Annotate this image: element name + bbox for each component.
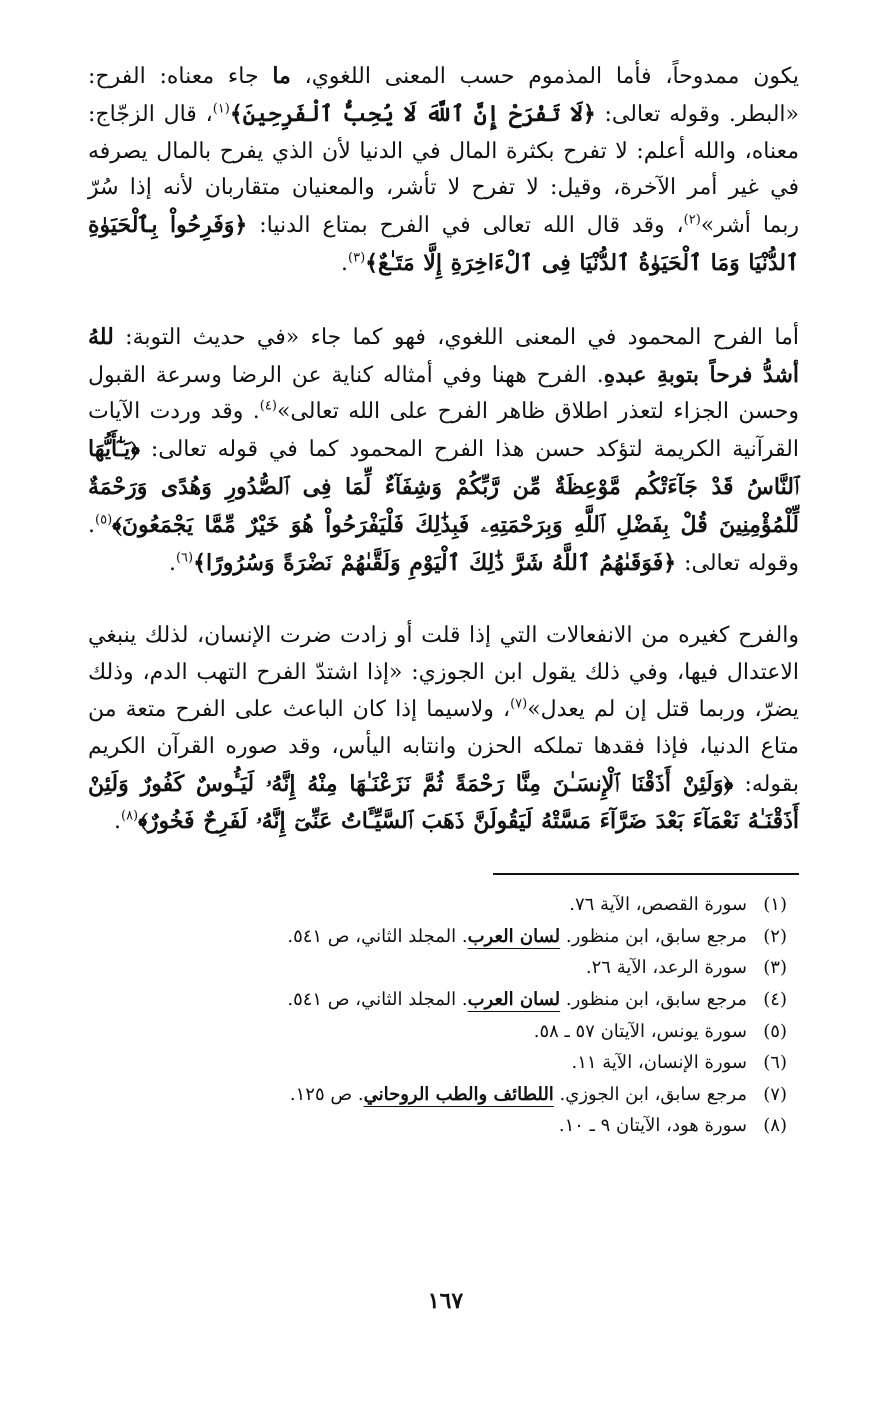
- footnote-number: (٣): [763, 957, 787, 979]
- text-run: .: [113, 809, 121, 835]
- footnote-item: [88, 1047, 787, 1079]
- bold-text: للهُ أشدُّ فرحاً بتوبةِ عبدهِ: [88, 323, 799, 388]
- footnote-text: . المجلد الثاني، ص ٥٤١.: [287, 988, 468, 1010]
- footnote-text: مرجع سابق، ابن منظور.: [560, 988, 747, 1010]
- footnote-number: (٧): [763, 1083, 787, 1105]
- text-run: .: [168, 550, 176, 576]
- footnote-item: [88, 1079, 787, 1111]
- paragraph: [88, 319, 799, 583]
- text-run: .: [341, 250, 349, 276]
- footnote-number: (٢): [763, 925, 787, 947]
- footnote-item: [88, 889, 787, 921]
- footnote-ref: (٤): [259, 399, 277, 415]
- bold-text: ما: [272, 63, 291, 89]
- footnote-text: سورة هود، الآيتان ٩ ـ ١٠.: [558, 1115, 747, 1137]
- main-text: [88, 58, 799, 841]
- footnotes-list: [88, 889, 799, 1142]
- book-title: اللطائف والطب الروحاني: [363, 1083, 554, 1105]
- footnote-ref: (٣): [348, 250, 366, 266]
- text-run: ، قال الزجّاج: معناه، والله أعلم: لا تفرح بكثرة المال في الدنيا لأن الذي يفرح بالمال يصرفه في غير أمر الآخرة، وقيل: لا تفرح لا تأشر، والمعنيان متقاربان لأنه إذا سُرّ ربما أشر»: [88, 101, 799, 239]
- quran-verse: ﴿وَفَرِحُواْ بِٱلْحَيَوٰةِ ٱلدُّنْيَا وَمَا ٱلْحَيَوٰةُ ٱلدُّنْيَا فِى ٱلْءَاخِرَةِ إِلَّا مَتَـٰعٌ﴾: [88, 212, 799, 276]
- footnote-number: (٥): [763, 1020, 787, 1042]
- footnote-item: [88, 952, 787, 984]
- footnote-separator: [493, 873, 799, 875]
- book-title: لسان العرب: [467, 925, 561, 947]
- footnote-ref: (٥): [95, 512, 113, 528]
- text-run: والفرح كغيره من الانفعالات التي إذا قلت أو زادت ضرت الإنسان، لذلك ينبغي الاعتدال فيها، وفي ذلك يقول ابن الجوزي: «إذا اشتدّ الفرح التهب الدم، وذلك يضرّ، وربما قتل إن لم يعدل»: [88, 623, 799, 722]
- footnote-ref: (٢): [683, 212, 701, 228]
- footnote-ref: (٨): [120, 809, 139, 825]
- footnote-ref: (٧): [510, 696, 528, 712]
- footnote-number: (١): [763, 894, 787, 916]
- footnote-item: [88, 984, 787, 1016]
- quran-verse: ﴿فَوَقَىٰهُمُ ٱللَّهُ شَرَّ ذَٰلِكَ ٱلْيَوْمِ وَلَقَّىٰهُمْ نَضْرَةً وَسُرُورًا﴾: [193, 549, 677, 576]
- text-run: جاء معناه: الفرح: «البطر. وقوله تعالى:: [88, 64, 799, 127]
- footnote-text: سورة الرعد، الآية ٢٦.: [585, 957, 747, 979]
- footnote-item: [88, 1110, 787, 1142]
- footnote-text: مرجع سابق، ابن منظور.: [560, 925, 747, 947]
- text-run: ، وقد قال الله تعالى في الفرح بمتاع الدنيا:: [247, 213, 684, 239]
- text-run: يكون ممدوحاً، فأما المذموم حسب المعنى اللغوي،: [290, 64, 799, 89]
- text-run: . الفرح ههنا وفي أمثاله كناية عن الرضا وسرعة القبول وحسن الجزاء لتعذر اطلاق ظاهر الفرح على الله تعالى»: [88, 362, 799, 425]
- quran-verse: ﴿لَا تَفْرَحْ إِنَّ ٱللَّهَ لَا يُحِبُّ ٱلْفَرِحِينَ﴾: [229, 100, 596, 127]
- footnote-item: [88, 1016, 787, 1048]
- text-run: أما الفرح المحمود في المعنى اللغوي، فهو كما جاء «في حديث التوبة:: [113, 324, 799, 350]
- footnote-text: . ص ١٢٥.: [289, 1083, 364, 1105]
- quran-verse: ﴿وَلَئِنْ أَذَقْنَا ٱلْإِنسَـٰنَ مِنَّا رَحْمَةً ثُمَّ نَزَعْنَـٰهَا مِنْهُ إِنَّهُۥ لَيَـُٔوسٌ كَفُورٌ وَلَئِنْ أَذَقْنَـٰهُ نَعْمَآءَ بَعْدَ ضَرَّآءَ مَسَّتْهُ لَيَقُولَنَّ ذَهَبَ ٱلسَّيِّـَٔاتُ عَنِّىٓ إِنَّهُۥ لَفَرِحٌ فَخُورٌ﴾: [88, 770, 799, 835]
- text-run: . وقوله تعالى:: [88, 512, 799, 576]
- footnote-number: (٤): [763, 988, 787, 1010]
- footnote-text: مرجع سابق، ابن الجوزي.: [553, 1083, 747, 1105]
- footnote-text: سورة الإنسان، الآية ١١.: [571, 1052, 747, 1074]
- text-run: . وقد وردت الآيات القرآنية الكريمة لتؤكد حسن هذا الفرح المحمود كما في قوله تعالى:: [88, 399, 799, 463]
- text-run: ، ولاسيما إذا كان الباعث على الفرح متعة من متاع الدنيا، فإذا فقدها تملكه الحزن وانتابه اليأس، وقد صوره القرآن الكريم بقوله:: [88, 696, 799, 797]
- footnote-text: . المجلد الثاني، ص ٥٤١.: [287, 925, 468, 947]
- footnote-number: (٦): [763, 1052, 787, 1074]
- footnote-ref: (٦): [175, 550, 194, 566]
- quran-verse: ﴿يَـٰٓأَيُّهَا ٱلنَّاسُ قَدْ جَآءَتْكُم مَّوْعِظَةٌ مِّن رَّبِّكُمْ وَشِفَآءٌ لِّمَا فِى ٱلصُّدُورِ وَهُدًى وَرَحْمَةٌ لِّلْمُؤْمِنِينَ قُلْ بِفَضْلِ ٱللَّهِ وَبِرَحْمَتِهِۦ فَبِذَٰلِكَ فَلْيَفْرَحُواْ هُوَ خَيْرٌ مِّمَّا يَجْمَعُونَ﴾: [88, 436, 799, 538]
- footnote-ref: (١): [212, 101, 230, 117]
- footnote-item: [88, 921, 787, 953]
- page-number: ١٦٧: [427, 1288, 464, 1314]
- footnote-text: سورة القصص، الآية ٧٦.: [569, 894, 747, 916]
- footnote-number: (٨): [763, 1115, 787, 1137]
- paragraph: [88, 58, 799, 283]
- book-title: لسان العرب: [467, 988, 561, 1010]
- footnote-text: سورة يونس، الآيتان ٥٧ ـ ٥٨.: [533, 1020, 747, 1042]
- paragraph: [88, 618, 799, 841]
